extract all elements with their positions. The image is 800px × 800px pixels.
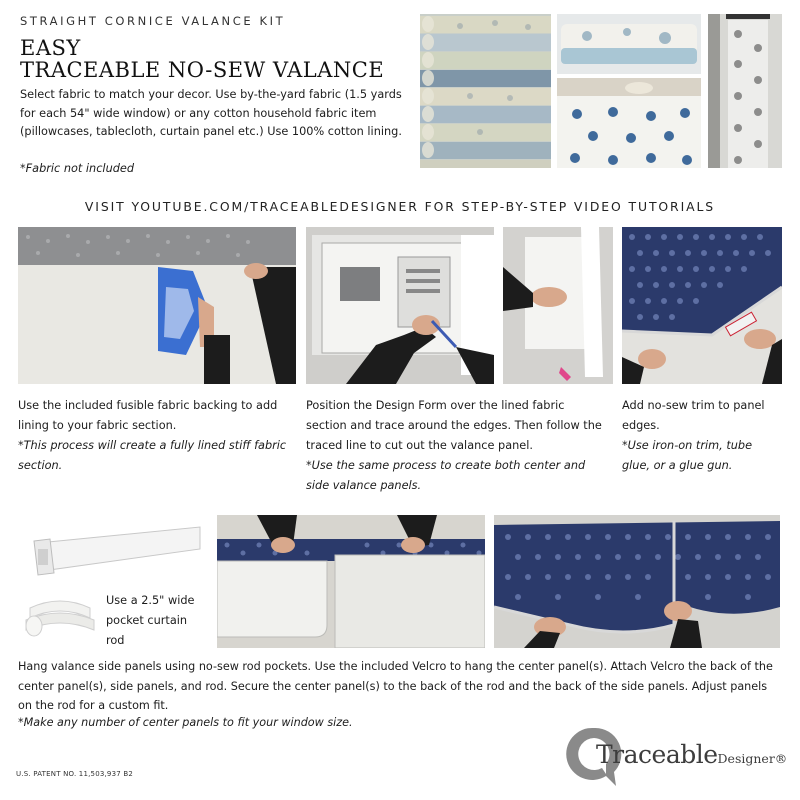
step-2-note: *Use the same process to create both center and side valance panels. <box>306 459 586 492</box>
finished-panels-photo <box>494 515 780 648</box>
patent-number: U.S. PATENT NO. 11,503,937 B2 <box>16 770 133 778</box>
fabric-bolts-photo <box>420 14 551 168</box>
step-1-text <box>18 396 288 476</box>
step-1-body: Use the included fusible fabric backing to add lining to your fabric section. <box>18 399 278 432</box>
velcro-roll-photo <box>20 588 100 644</box>
step-3-note: *Use iron-on trim, tube glue, or a glue gun. <box>622 439 753 472</box>
youtube-banner: VISIT YOUTUBE.COM/TRACEABLEDESIGNER FOR STEP-BY-STEP VIDEO TUTORIALS <box>84 199 716 214</box>
trim-photo <box>622 227 782 384</box>
kit-label: STRAIGHT CORNICE VALANCE KIT <box>20 14 286 28</box>
intro-text: Select fabric to match your decor. Use by-the-yard fabric (1.5 yards for each 54" wide window) or any cotton household fabric item (pillowcases, tablecloth, curtain panel etc.) Use 100% cotton lining. <box>20 88 402 138</box>
intro-note: *Fabric not included <box>20 162 135 175</box>
brand-wordmark <box>596 740 787 769</box>
step-2-body: Position the Design Form over the lined fabric section and trace around the edges. Then follow the traced line to cut out the valance panel. <box>306 399 602 452</box>
registered-mark: ® <box>774 751 788 766</box>
ironing-photo <box>18 227 296 384</box>
step-2-text <box>306 396 606 496</box>
final-instructions: Hang valance side panels using no-sew rod pockets. Use the included Velcro to hang the center panel(s). Attach Velcro the back of the center panel(s), side panels, and rod. Secure the center panel(s) to the back of the rod and the back of the side panels. Adjust panels on the rod for a custom fit. <box>18 660 773 712</box>
final-note: *Make any number of center panels to fit your window size. <box>18 716 353 729</box>
rod-caption: Use a 2.5" wide pocket curtain rod <box>106 594 195 647</box>
pillowcase-photo <box>557 14 701 74</box>
tracing-photo <box>306 227 494 384</box>
curtain-panel-photo <box>708 14 782 168</box>
hanging-panels-photo <box>217 515 485 648</box>
brand-word-main: Traceable <box>596 740 718 769</box>
step-3-text <box>622 396 782 476</box>
title-line-2: TRACEABLE NO-SEW VALANCE <box>20 58 385 82</box>
brand-word-small: Designer <box>717 751 775 766</box>
cutting-photo <box>503 227 613 384</box>
step-3-body: Add no-sew trim to panel edges. <box>622 399 765 432</box>
curtain-rod-photo <box>20 515 205 585</box>
title-line-1: EASY <box>20 36 81 60</box>
tablecloth-photo <box>557 78 701 168</box>
step-1-note: *This process will create a fully lined stiff fabric section. <box>18 439 287 472</box>
